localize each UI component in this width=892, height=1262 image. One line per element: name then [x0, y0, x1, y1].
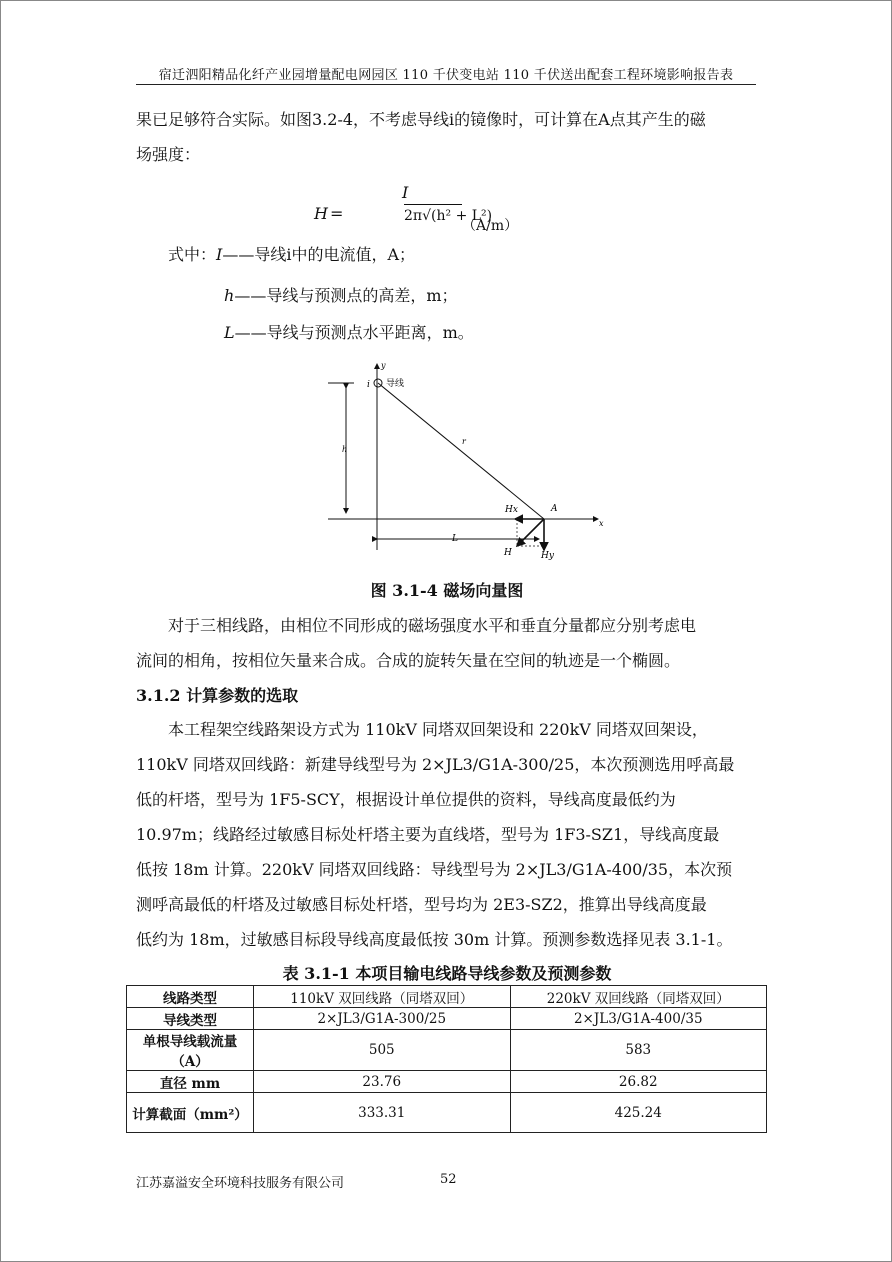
phase-line-2: 流间的相角，按相位矢量来合成。合成的旋转矢量在空间的轨迹是一个椭圆。 [136, 651, 681, 670]
definition-line-2 [224, 283, 458, 306]
table-cell: 2×JL3/G1A-400/35 [510, 1008, 767, 1030]
table-cell: 2×JL3/G1A-300/25 [254, 1008, 511, 1030]
row-header: 单根导线载流量（A） [127, 1030, 254, 1071]
param-line: 低按 18m 计算。220kV 同塔双回线路：导线型号为 2×JL3/G1A-400/35，本次预 [136, 860, 733, 879]
L-label: L [452, 534, 458, 544]
param-line: 10.97m；线路经过敏感目标处杆塔主要为直线塔，型号为 1F3-SZ1，导线高度最 [136, 825, 720, 844]
intro-paragraph [136, 102, 758, 172]
row-header: 计算截面（mm²） [127, 1093, 254, 1133]
table-row [127, 1071, 767, 1093]
A-label: A [551, 504, 558, 514]
formula-lhs: H [314, 204, 328, 223]
table-row [127, 1093, 767, 1133]
param-line: 低约为 18m，过敏感目标段导线高度最低按 30m 计算。预测参数选择见表 3.1-1。 [136, 930, 733, 949]
definition-line-1 [168, 242, 415, 265]
formula-unit: （A/m） [462, 218, 519, 234]
row-header: 直径 mm [127, 1071, 254, 1093]
definition-symbol: h [224, 286, 235, 305]
wire-label: 导线 [386, 379, 405, 389]
footer-company: 江苏嘉溢安全环境科技服务有限公司 [136, 1176, 345, 1191]
h-label: h [342, 445, 348, 454]
table-caption: 表 3.1-1 本项目输电线路导线参数及预测参数 [282, 964, 612, 983]
definition-line-3 [224, 320, 474, 343]
parameter-paragraph [136, 712, 758, 957]
Hx-label: Hx [505, 505, 518, 515]
table-cell: 220kV 双回线路（同塔双回） [510, 986, 767, 1008]
table-cell: 425.24 [510, 1093, 767, 1133]
param-line: 本工程架空线路架设方式为 110kV 同塔双回架设和 220kV 同塔双回架设， [168, 720, 708, 739]
x-axis-label: x [599, 519, 604, 528]
page-number: 52 [440, 1172, 457, 1187]
formula-denominator: 2π√(h² + L²) [404, 208, 493, 224]
figure-caption: 图 3.1-4 磁场向量图 [370, 581, 524, 600]
param-line: 低的杆塔，型号为 1F5-SCY，根据设计单位提供的资料，导线高度最低约为 [136, 790, 676, 809]
definition-symbol: I [216, 245, 223, 264]
table-row [127, 1030, 767, 1071]
definition-text: ——导线与预测点水平距离，m。 [234, 323, 474, 342]
table-cell: 23.76 [254, 1071, 511, 1093]
definition-symbol: L [224, 323, 235, 342]
distance-r-line [378, 383, 544, 519]
intro-line-2: 场强度： [136, 145, 201, 164]
r-label: r [462, 437, 466, 446]
formula-numerator: I [402, 183, 409, 202]
H-label: H [504, 548, 512, 558]
y-axis-label: y [381, 361, 386, 370]
formula-equals: = [330, 204, 344, 223]
header-rule [136, 84, 756, 85]
magnetic-vector-diagram [320, 360, 620, 570]
table-cell: 505 [254, 1030, 511, 1071]
phase-line-1: 对于三相线路，由相位不同形成的磁场强度水平和垂直分量都应分别考虑电 [168, 616, 697, 635]
fraction-bar [404, 204, 462, 205]
parameter-table [126, 985, 767, 1133]
param-line: 测呼高最低的杆塔及过敏感目标处杆塔，型号均为 2E3-SZ2，推算出导线高度最 [136, 895, 707, 914]
section-title: 3.1.2 计算参数的选取 [136, 686, 299, 705]
H-vector [517, 519, 544, 546]
phase-paragraph [136, 608, 758, 678]
table-cell: 333.31 [254, 1093, 511, 1133]
field-strength-formula [300, 180, 560, 236]
intro-line-1: 果已足够符合实际。如图3.2-4，不考虑导线i的镜像时，可计算在A点其产生的磁 [136, 110, 706, 129]
row-header: 线路类型 [127, 986, 254, 1008]
definition-prefix: 式中： [168, 245, 217, 264]
page-header: 宿迁泗阳精品化纤产业园增量配电网园区 110 千伏变电站 110 千伏送出配套工程环境影响报告表 [158, 68, 734, 83]
definition-text: ——导线与预测点的高差，m； [234, 286, 458, 305]
Hy-label: Hy [541, 551, 554, 561]
table-cell: 26.82 [510, 1071, 767, 1093]
param-line: 110kV 同塔双回线路：新建导线型号为 2×JL3/G1A-300/25，本次预测选用呼高最 [136, 755, 735, 774]
conductor-label: i [367, 380, 370, 390]
table-cell: 110kV 双回线路（同塔双回） [254, 986, 511, 1008]
definition-text: ——导线i中的电流值，A； [222, 245, 416, 264]
table-row [127, 986, 767, 1008]
table-cell: 583 [510, 1030, 767, 1071]
row-header: 导线类型 [127, 1008, 254, 1030]
table-row [127, 1008, 767, 1030]
